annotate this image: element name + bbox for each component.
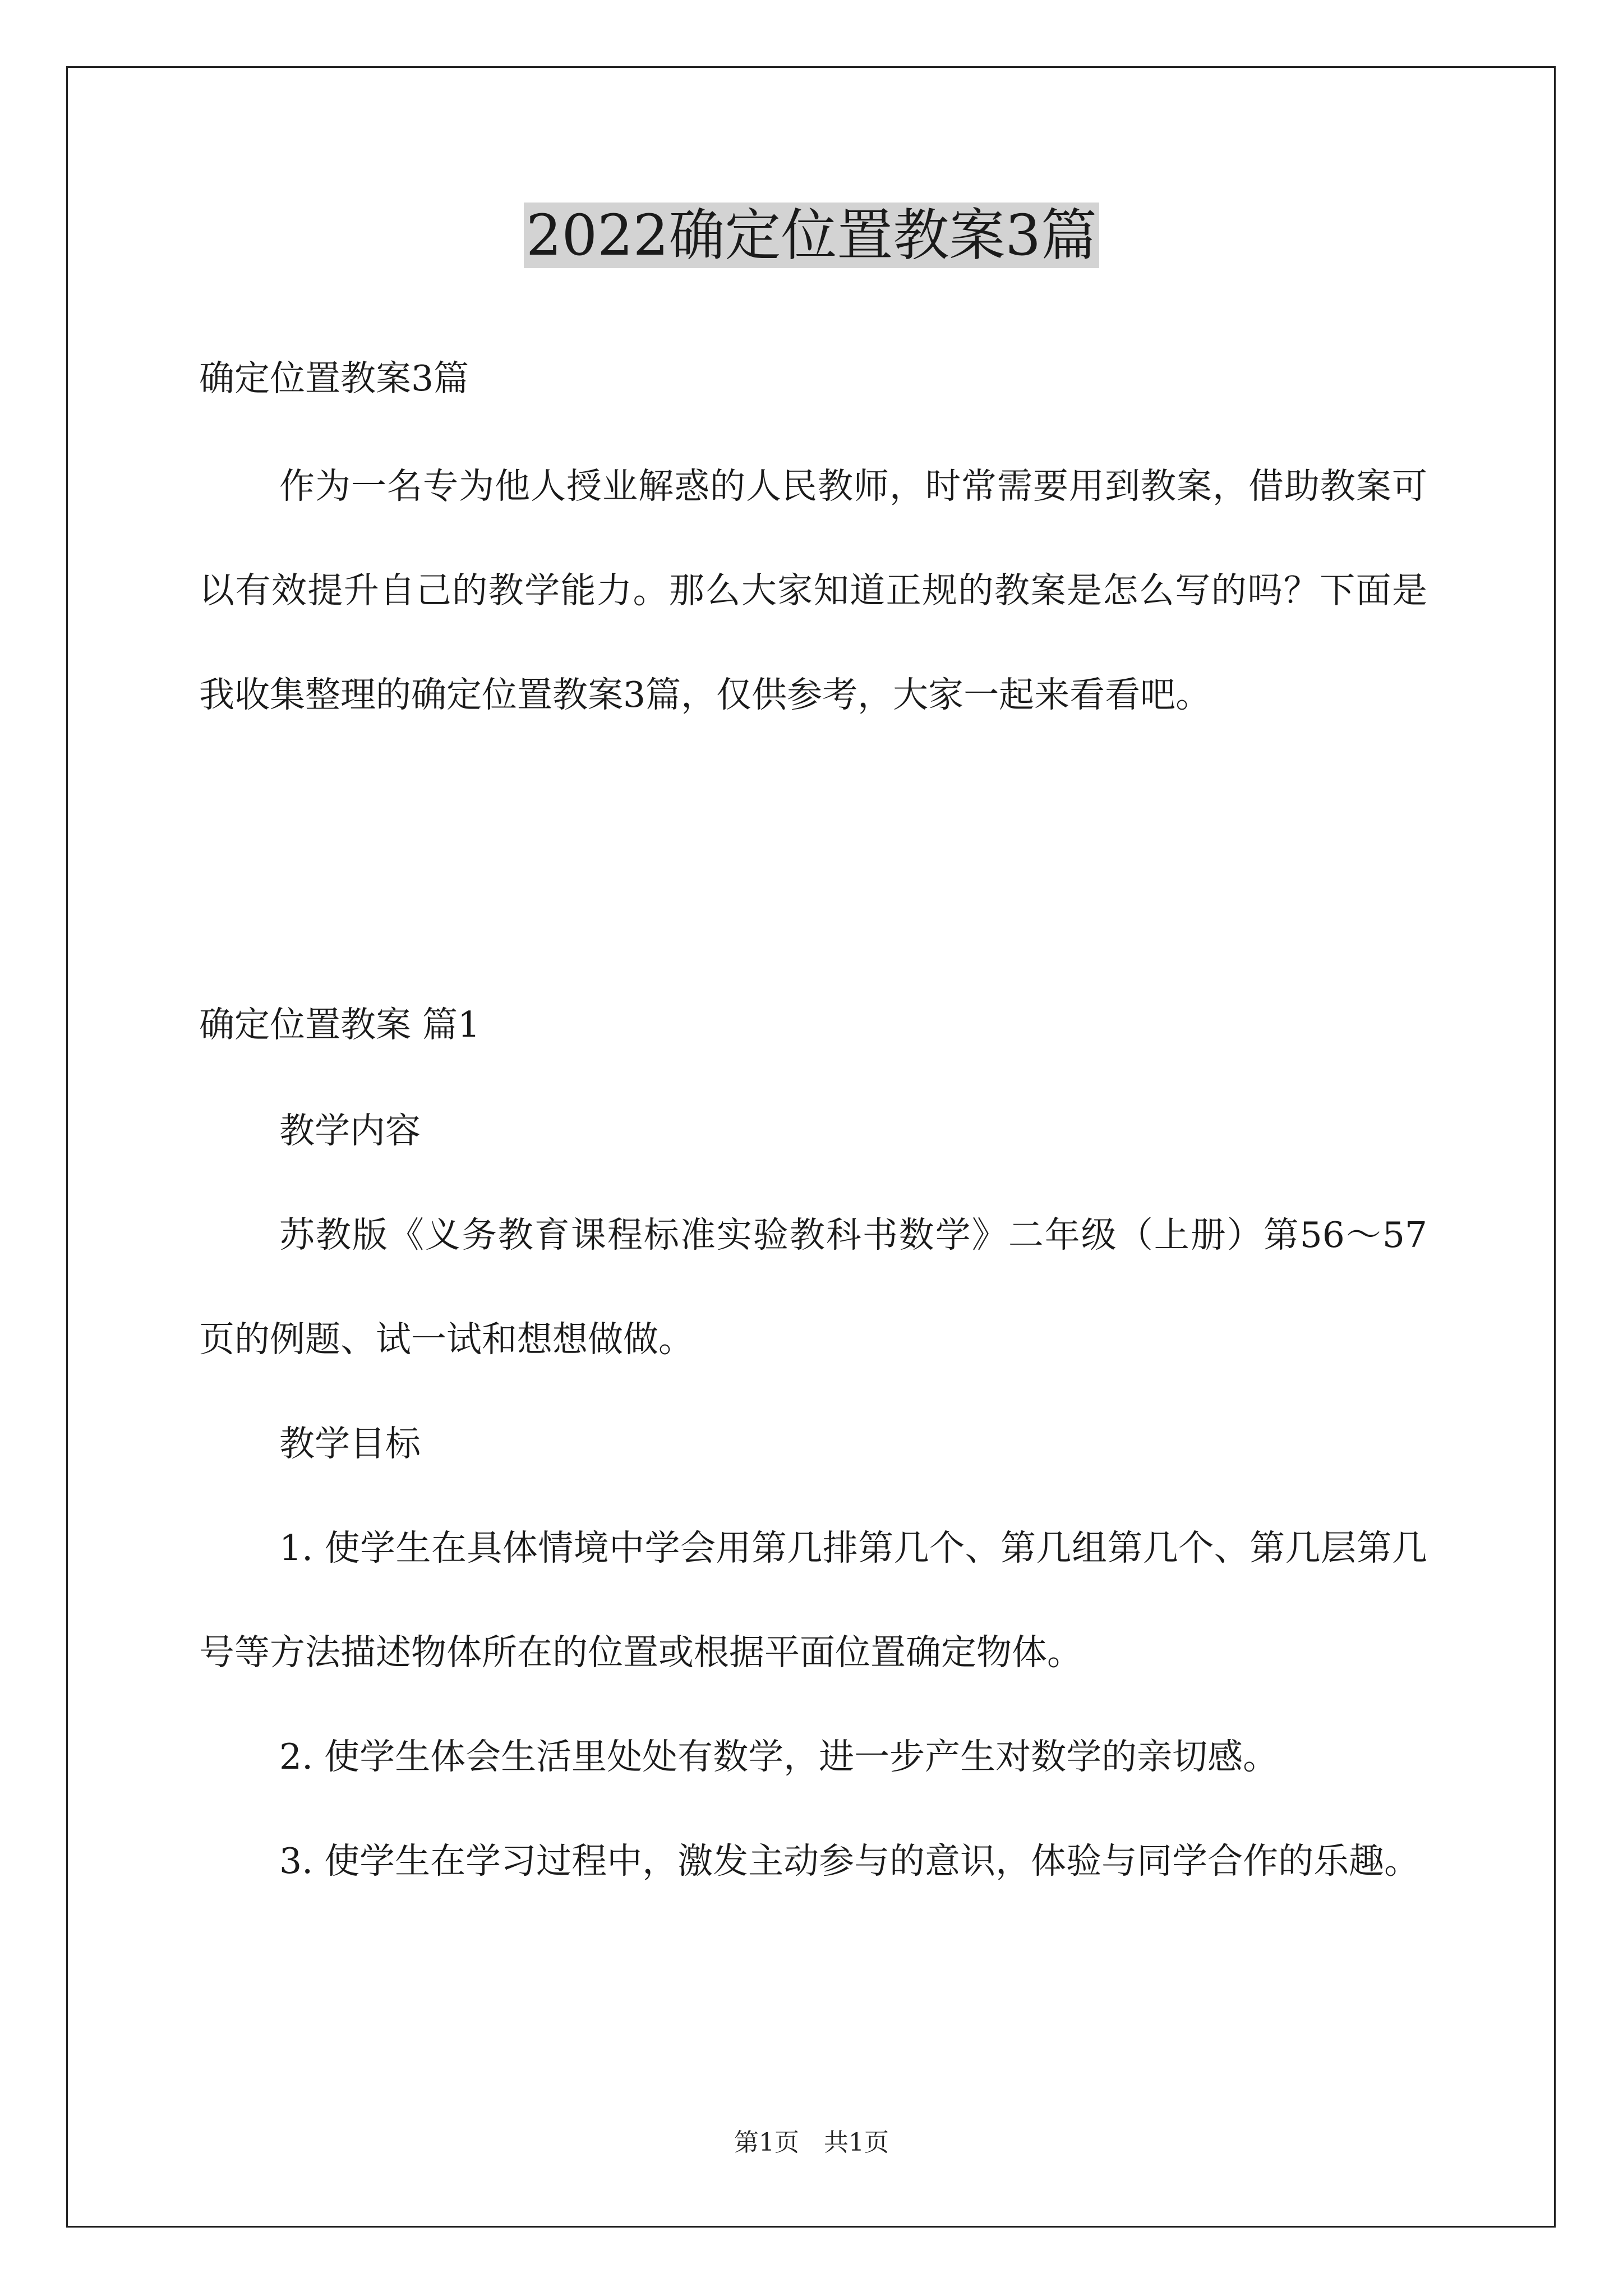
goal-item-2: 2. 使学生体会生活里处处有数学，进一步产生对数学的亲切感。	[279, 1736, 1279, 1777]
section-heading: 确定位置教案 篇1	[199, 1004, 481, 1045]
document-subtitle: 确定位置教案3篇	[199, 358, 469, 399]
goal-item-3: 3. 使学生在学习过程中，激发主动参与的意识，体验与同学合作的乐趣。	[279, 1841, 1420, 1881]
content-paragraph: 苏教版《义务教育课程标准实验教科书数学》二年级（上册）第56～57页的例题、试一试和想想做做。	[199, 1214, 1427, 1360]
intro-paragraph: 作为一名专为他人授业解惑的人民教师，时常需要用到教案，借助教案可以有效提升自己的教学能力。那么大家知道正规的教案是怎么写的吗？下面是我收集整理的确定位置教案3篇，仅供参考，大家一起来看看吧。	[199, 466, 1427, 715]
goal-item-1: 1. 使学生在具体情境中学会用第几排第几个、第几组第几个、第几层第几号等方法描述物体所在的位置或根据平面位置确定物体。	[199, 1527, 1427, 1673]
document-title: 2022确定位置教案3篇	[0, 194, 1623, 278]
goals-heading: 教学目标	[279, 1423, 421, 1464]
content-heading: 教学内容	[279, 1110, 421, 1151]
page-footer: 第1页 共1页	[734, 2128, 889, 2157]
